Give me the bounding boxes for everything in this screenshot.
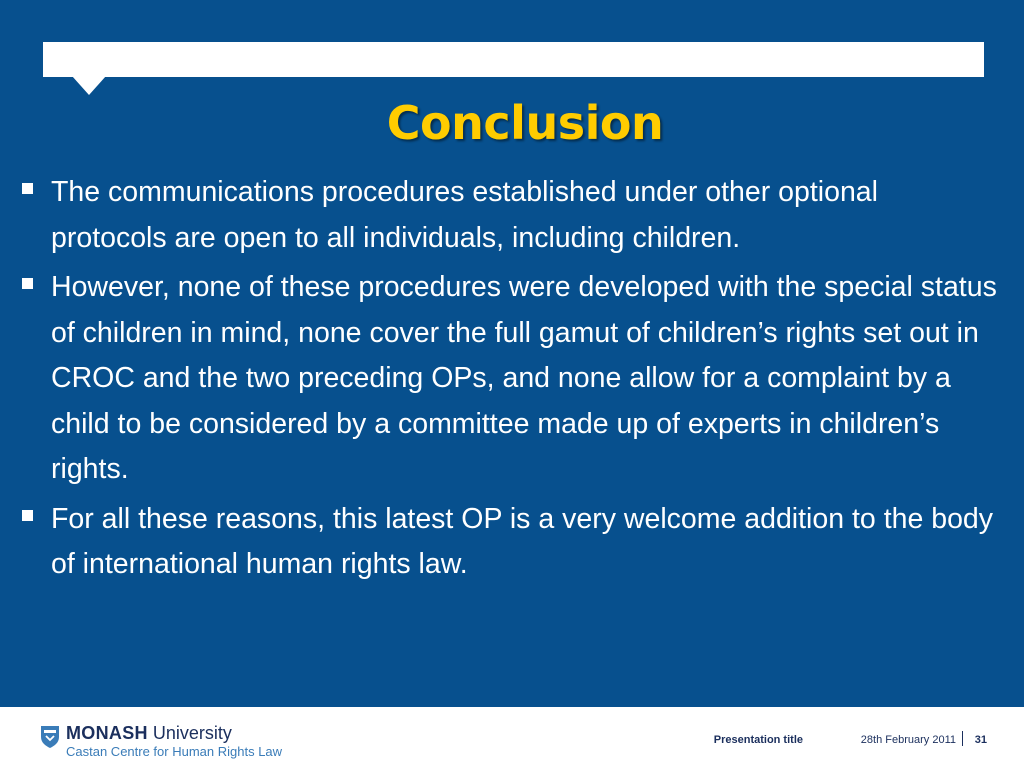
header-bar bbox=[43, 42, 984, 77]
square-bullet-icon bbox=[22, 510, 33, 521]
bullet-item bbox=[20, 170, 1000, 261]
logo-rest-text: University bbox=[147, 723, 232, 743]
header-bar-notch bbox=[72, 76, 106, 95]
presentation-date: 28th February 2011 bbox=[860, 734, 956, 746]
page-number: 31 bbox=[974, 734, 987, 746]
monash-logo bbox=[40, 723, 283, 763]
bullet-item bbox=[20, 265, 1000, 493]
logo-wordmark bbox=[66, 723, 232, 744]
bullet-text: The communications procedures established under other optional protocols are open to all individuals, including children. bbox=[51, 176, 878, 254]
square-bullet-icon bbox=[22, 278, 33, 289]
square-bullet-icon bbox=[22, 183, 33, 194]
presentation-title: Presentation title bbox=[713, 734, 803, 746]
bullet-item bbox=[20, 497, 1000, 588]
logo-subtitle: Castan Centre for Human Rights Law bbox=[66, 744, 283, 759]
bullet-list bbox=[20, 170, 1000, 592]
bullet-text: For all these reasons, this latest OP is a very welcome addition to the body of international human rights law. bbox=[51, 502, 994, 580]
slide-title: Conclusion bbox=[386, 96, 664, 150]
slide-footer bbox=[0, 707, 1024, 768]
logo-bold-text: MONASH bbox=[66, 723, 148, 743]
footer-divider bbox=[962, 731, 963, 746]
bullet-text: However, none of these procedures were developed with the special status of children in mind, none cover the full gamut of children’s rights set out in CROC and the two preceding OPs, and none allow for a complaint by a child to be considered by a committee made up of experts in children’s rights. bbox=[51, 271, 997, 485]
monash-crest-icon bbox=[40, 725, 60, 749]
